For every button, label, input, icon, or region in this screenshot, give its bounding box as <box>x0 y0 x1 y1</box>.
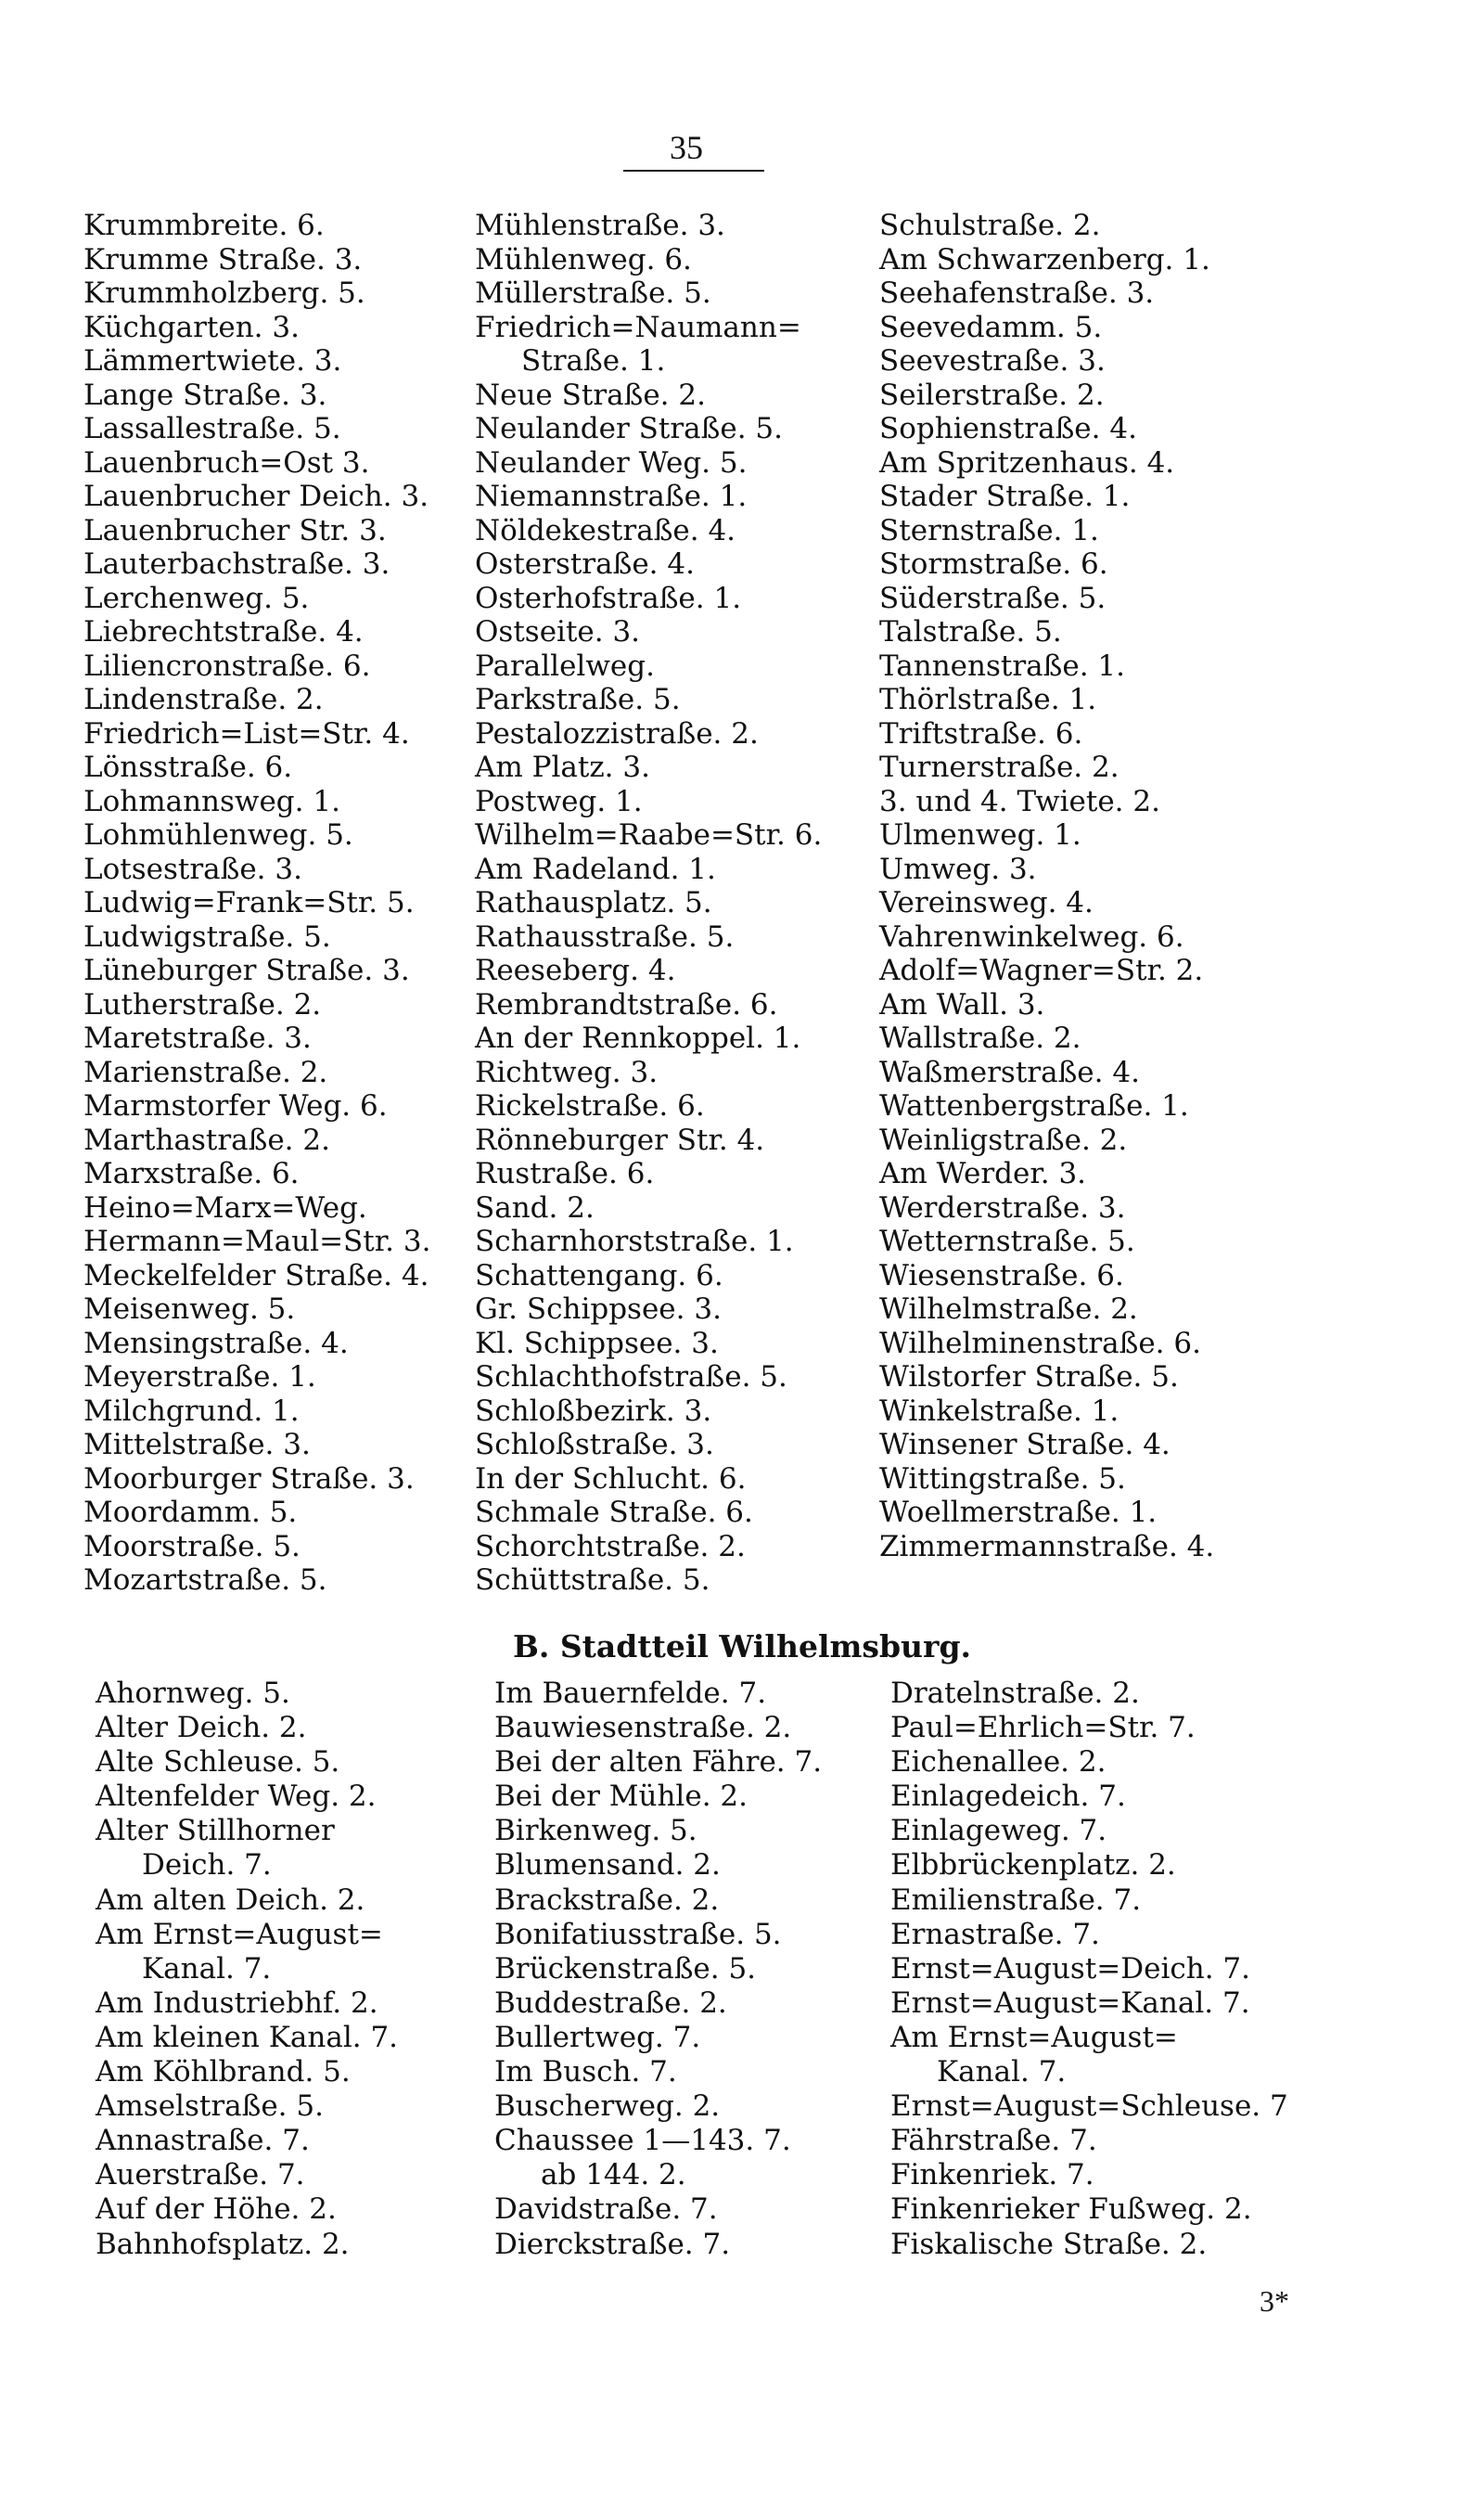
street-entry: Straße. 1. <box>521 344 666 378</box>
street-entry: Wiesenstraße. 6. <box>879 1258 1124 1292</box>
street-entry: Lange Straße. 3. <box>83 378 327 412</box>
street-entry: Lutherstraße. 2. <box>83 987 322 1022</box>
street-entry: Krummbreite. 6. <box>83 209 325 242</box>
street-entry: Neulander Straße. 5. <box>475 412 783 445</box>
street-entry: Meisenweg. 5. <box>83 1292 296 1326</box>
street-entry: Seehafenstraße. 3. <box>879 276 1155 310</box>
street-entry: In der Schlucht. 6. <box>475 1461 747 1496</box>
street-entry: Parkstraße. 5. <box>475 683 681 716</box>
street-list <box>475 209 883 1598</box>
street-entry: ab 144. 2. <box>541 2158 686 2192</box>
street-entry: Adolf=Wagner=Str. 2. <box>879 954 1204 987</box>
street-entry: Milchgrund. 1. <box>83 1394 300 1428</box>
street-entry: Neue Straße. 2. <box>475 378 706 412</box>
street-entry: Amselstraße. 5. <box>96 2089 324 2124</box>
street-entry: Vereinsweg. 4. <box>879 886 1094 919</box>
street-entry: Einlageweg. 7. <box>890 1814 1107 1848</box>
street-entry: Niemannstraße. 1. <box>475 480 748 513</box>
street-entry: Wattenbergstraße. 1. <box>879 1089 1189 1123</box>
signature-mark: 3* <box>1260 2284 1289 2318</box>
street-entry: Mühlenstraße. 3. <box>475 209 725 242</box>
street-entry: Paul=Ehrlich=Str. 7. <box>890 1711 1196 1745</box>
section-heading-wilhelmsburg: B. Stadtteil Wilhelmsburg. <box>512 1628 972 1664</box>
page-number-rule <box>623 170 764 172</box>
street-entry: Ernst=August=Deich. 7. <box>890 1951 1250 1986</box>
street-entry: Altenfelder Weg. 2. <box>96 1780 377 1814</box>
street-entry: Alter Stillhorner <box>96 1814 335 1848</box>
street-entry: Lönsstraße. 6. <box>83 751 293 784</box>
street-entry: Lassallestraße. 5. <box>83 412 341 445</box>
street-entry: Parallelweg. <box>475 649 655 683</box>
street-entry: Brückenstraße. 5. <box>494 1951 757 1986</box>
street-entry: Am Industriebhf. 2. <box>96 1986 378 2020</box>
street-entry: Friedrich=List=Str. 4. <box>83 716 410 751</box>
street-entry: Vahrenwinkelweg. 6. <box>879 919 1184 954</box>
street-entry: Lotsestraße. 3. <box>83 852 302 886</box>
street-entry: Rathausplatz. 5. <box>475 886 712 919</box>
street-entry: Auf der Höhe. 2. <box>96 2192 337 2227</box>
street-entry: Dratelnstraße. 2. <box>890 1677 1140 1710</box>
street-entry: Deich. 7. <box>142 1848 272 1883</box>
street-entry: Gr. Schippsee. 3. <box>475 1292 722 1326</box>
street-entry: Osterstraße. 4. <box>475 547 695 581</box>
street-entry: Postweg. 1. <box>475 784 643 818</box>
street-entry: Zimmermannstraße. 4. <box>879 1529 1215 1563</box>
street-entry: Krumme Straße. 3. <box>83 242 363 276</box>
street-entry: Ernst=August=Schleuse. 7 <box>890 2089 1288 2124</box>
street-entry: Ludwigstraße. 5. <box>83 919 331 954</box>
street-entry: Bei der alten Fähre. 7. <box>494 1745 823 1780</box>
street-entry: Bauwiesenstraße. 2. <box>494 1711 792 1745</box>
street-entry: Pestalozzistraße. 2. <box>475 716 759 751</box>
street-entry: Am Ernst=August= <box>96 1917 383 1951</box>
street-entry: Ludwig=Frank=Str. 5. <box>83 886 415 919</box>
street-entry: Birkenweg. 5. <box>494 1814 697 1848</box>
street-entry: Hermann=Maul=Str. 3. <box>83 1225 431 1258</box>
street-entry: Mühlenweg. 6. <box>475 242 692 276</box>
column-b3 <box>890 1677 1298 2262</box>
street-entry: Buscherweg. 2. <box>494 2089 721 2124</box>
street-entry: Wallstraße. 2. <box>879 1022 1081 1055</box>
street-entry: Am Platz. 3. <box>475 751 650 784</box>
street-entry: Werderstraße. 3. <box>879 1190 1126 1225</box>
street-entry: Liliencronstraße. 6. <box>83 649 371 683</box>
street-entry: Umweg. 3. <box>879 852 1037 886</box>
street-entry: Sternstraße. 1. <box>879 513 1099 547</box>
street-entry: Blumensand. 2. <box>494 1848 721 1883</box>
street-entry: Elbbrückenplatz. 2. <box>890 1848 1176 1883</box>
street-entry: Rembrandtstraße. 6. <box>475 987 778 1022</box>
street-entry: An der Rennkoppel. 1. <box>475 1022 801 1055</box>
street-entry: Friedrich=Naumann= <box>475 310 801 344</box>
street-entry: Schüttstraße. 5. <box>475 1563 710 1597</box>
column-b2 <box>494 1677 884 2262</box>
street-entry: Winsener Straße. 4. <box>879 1428 1171 1461</box>
street-entry: Marmstorfer Weg. 6. <box>83 1089 388 1123</box>
street-list <box>494 1677 884 2262</box>
street-entry: Eichenallee. 2. <box>890 1745 1107 1780</box>
street-entry: Reeseberg. 4. <box>475 954 676 987</box>
street-entry: Moordamm. 5. <box>83 1496 298 1529</box>
street-entry: Marthastraße. 2. <box>83 1123 330 1157</box>
street-entry: Fährstraße. 7. <box>890 2124 1097 2158</box>
street-entry: Lauterbachstraße. 3. <box>83 547 390 581</box>
street-entry: Seilerstraße. 2. <box>879 378 1105 412</box>
street-entry: Am Radeland. 1. <box>475 852 716 886</box>
street-entry: Schloßstraße. 3. <box>475 1428 714 1461</box>
street-entry: Annastraße. 7. <box>96 2124 310 2158</box>
street-list <box>83 209 473 1598</box>
street-entry: Schorchtstraße. 2. <box>475 1529 746 1563</box>
street-entry: Meckelfelder Straße. 4. <box>83 1258 429 1292</box>
street-entry: Maretstraße. 3. <box>83 1022 312 1055</box>
street-entry: Schloßbezirk. 3. <box>475 1394 712 1428</box>
street-entry: Winkelstraße. 1. <box>879 1394 1119 1428</box>
street-entry: Sophienstraße. 4. <box>879 412 1137 445</box>
street-entry: Finkenrieker Fußweg. 2. <box>890 2192 1252 2227</box>
street-entry: Seevedamm. 5. <box>879 310 1103 344</box>
street-entry: Am Köhlbrand. 5. <box>96 2055 351 2089</box>
street-entry: Küchgarten. 3. <box>83 310 300 344</box>
street-entry: Meyerstraße. 1. <box>83 1360 316 1394</box>
street-entry: Triftstraße. 6. <box>879 716 1083 751</box>
street-entry: Wittingstraße. 5. <box>879 1461 1126 1496</box>
street-entry: Turnerstraße. 2. <box>879 751 1119 784</box>
street-entry: Am Werder. 3. <box>879 1157 1087 1190</box>
street-entry: Ostseite. 3. <box>475 615 641 649</box>
street-list <box>879 209 1306 1563</box>
street-entry: Am Schwarzenberg. 1. <box>879 242 1210 276</box>
street-entry: Lüneburger Straße. 3. <box>83 954 410 987</box>
street-entry: Finkenriek. 7. <box>890 2158 1094 2192</box>
street-list <box>890 1677 1298 2262</box>
street-entry: Liebrechtstraße. 4. <box>83 615 364 649</box>
street-entry: Alte Schleuse. 5. <box>96 1745 340 1780</box>
street-entry: Mensingstraße. 4. <box>83 1326 349 1360</box>
street-entry: Im Busch. 7. <box>494 2055 677 2089</box>
column-a1 <box>83 209 473 1598</box>
street-entry: Mozartstraße. 5. <box>83 1563 327 1597</box>
street-entry: Woellmerstraße. 1. <box>879 1496 1158 1529</box>
street-entry: Am Ernst=August= <box>890 2020 1178 2054</box>
street-entry: Kl. Schippsee. 3. <box>475 1326 719 1360</box>
street-entry: Talstraße. 5. <box>879 615 1062 649</box>
column-a2 <box>475 209 883 1598</box>
street-entry: Krummholzberg. 5. <box>83 276 365 310</box>
page-number: 35 <box>670 129 703 166</box>
street-entry: Einlagedeich. 7. <box>890 1780 1126 1814</box>
street-entry: Osterhofstraße. 1. <box>475 581 742 615</box>
street-entry: Stader Straße. 1. <box>879 480 1131 513</box>
street-entry: Am kleinen Kanal. 7. <box>96 2020 399 2054</box>
street-entry: Wilhelm=Raabe=Str. 6. <box>475 818 823 852</box>
street-entry: Mittelstraße. 3. <box>83 1428 311 1461</box>
street-entry: Weinligstraße. 2. <box>879 1123 1128 1157</box>
street-entry: Kanal. 7. <box>937 2055 1067 2089</box>
street-entry: Tannenstraße. 1. <box>879 649 1125 683</box>
street-entry: Marienstraße. 2. <box>83 1055 328 1089</box>
street-entry: Im Bauernfelde. 7. <box>494 1677 767 1710</box>
street-entry: Davidstraße. 7. <box>494 2192 718 2227</box>
street-entry: Bei der Mühle. 2. <box>494 1780 748 1814</box>
street-entry: Süderstraße. 5. <box>879 581 1107 615</box>
street-entry: Thörlstraße. 1. <box>879 683 1097 716</box>
street-entry: Waßmerstraße. 4. <box>879 1055 1140 1089</box>
street-entry: Wetternstraße. 5. <box>879 1225 1135 1258</box>
street-entry: Lohmannsweg. 1. <box>83 784 340 818</box>
street-entry: Moorburger Straße. 3. <box>83 1461 415 1496</box>
street-entry: Bullertweg. 7. <box>494 2020 701 2054</box>
street-entry: Lauenbruch=Ost 3. <box>83 445 370 480</box>
street-entry: Bonifatiusstraße. 5. <box>494 1917 782 1951</box>
street-entry: Nöldekestraße. 4. <box>475 513 736 547</box>
street-entry: Chaussee 1—143. 7. <box>494 2124 791 2158</box>
street-entry: Wilhelmstraße. 2. <box>879 1292 1138 1326</box>
street-entry: Neulander Weg. 5. <box>475 445 748 480</box>
street-entry: Marxstraße. 6. <box>83 1157 300 1190</box>
street-entry: Sand. 2. <box>475 1190 595 1225</box>
street-entry: Lindenstraße. 2. <box>83 683 324 716</box>
street-entry: Moorstraße. 5. <box>83 1529 301 1563</box>
street-entry: Lohmühlenweg. 5. <box>83 818 353 852</box>
street-entry: Heino=Marx=Weg. <box>83 1190 367 1225</box>
street-entry: Wilhelminenstraße. 6. <box>879 1326 1201 1360</box>
street-entry: Seevestraße. 3. <box>879 344 1106 378</box>
street-entry: 3. und 4. Twiete. 2. <box>879 784 1160 818</box>
street-entry: Rickelstraße. 6. <box>475 1089 705 1123</box>
street-entry: Schlachthofstraße. 5. <box>475 1360 787 1394</box>
street-list <box>96 1677 485 2262</box>
street-entry: Müllerstraße. 5. <box>475 276 711 310</box>
street-entry: Ernst=August=Kanal. 7. <box>890 1986 1250 2020</box>
street-entry: Ernastraße. 7. <box>890 1917 1100 1951</box>
street-entry: Auerstraße. 7. <box>96 2158 305 2192</box>
street-entry: Am alten Deich. 2. <box>96 1883 365 1917</box>
street-entry: Dierckstraße. 7. <box>494 2227 731 2261</box>
column-b1 <box>96 1677 485 2262</box>
street-entry: Ahornweg. 5. <box>96 1677 290 1710</box>
street-entry: Kanal. 7. <box>142 1951 272 1986</box>
street-entry: Emilienstraße. 7. <box>890 1883 1142 1917</box>
street-entry: Buddestraße. 2. <box>494 1986 727 2020</box>
street-entry: Rönneburger Str. 4. <box>475 1123 765 1157</box>
street-entry: Rathausstraße. 5. <box>475 919 735 954</box>
street-entry: Stormstraße. 6. <box>879 547 1108 581</box>
street-entry: Schmale Straße. 6. <box>475 1496 753 1529</box>
street-entry: Richtweg. 3. <box>475 1055 659 1089</box>
street-entry: Wilstorfer Straße. 5. <box>879 1360 1179 1394</box>
street-entry: Alter Deich. 2. <box>96 1711 307 1745</box>
street-entry: Fiskalische Straße. 2. <box>890 2227 1208 2261</box>
street-entry: Bahnhofsplatz. 2. <box>96 2227 350 2261</box>
street-entry: Ulmenweg. 1. <box>879 818 1081 852</box>
street-entry: Lämmertwiete. 3. <box>83 344 342 378</box>
street-entry: Lauenbrucher Deich. 3. <box>83 480 429 513</box>
street-entry: Brackstraße. 2. <box>494 1883 720 1917</box>
street-entry: Am Spritzenhaus. 4. <box>879 445 1175 480</box>
street-entry: Am Wall. 3. <box>879 987 1045 1022</box>
column-a3 <box>879 209 1306 1563</box>
street-entry: Scharnhorststraße. 1. <box>475 1225 794 1258</box>
street-entry: Schulstraße. 2. <box>879 209 1101 242</box>
street-entry: Lauenbrucher Str. 3. <box>83 513 387 547</box>
street-entry: Lerchenweg. 5. <box>83 581 310 615</box>
street-entry: Schattengang. 6. <box>475 1258 723 1292</box>
street-entry: Rustraße. 6. <box>475 1157 655 1190</box>
